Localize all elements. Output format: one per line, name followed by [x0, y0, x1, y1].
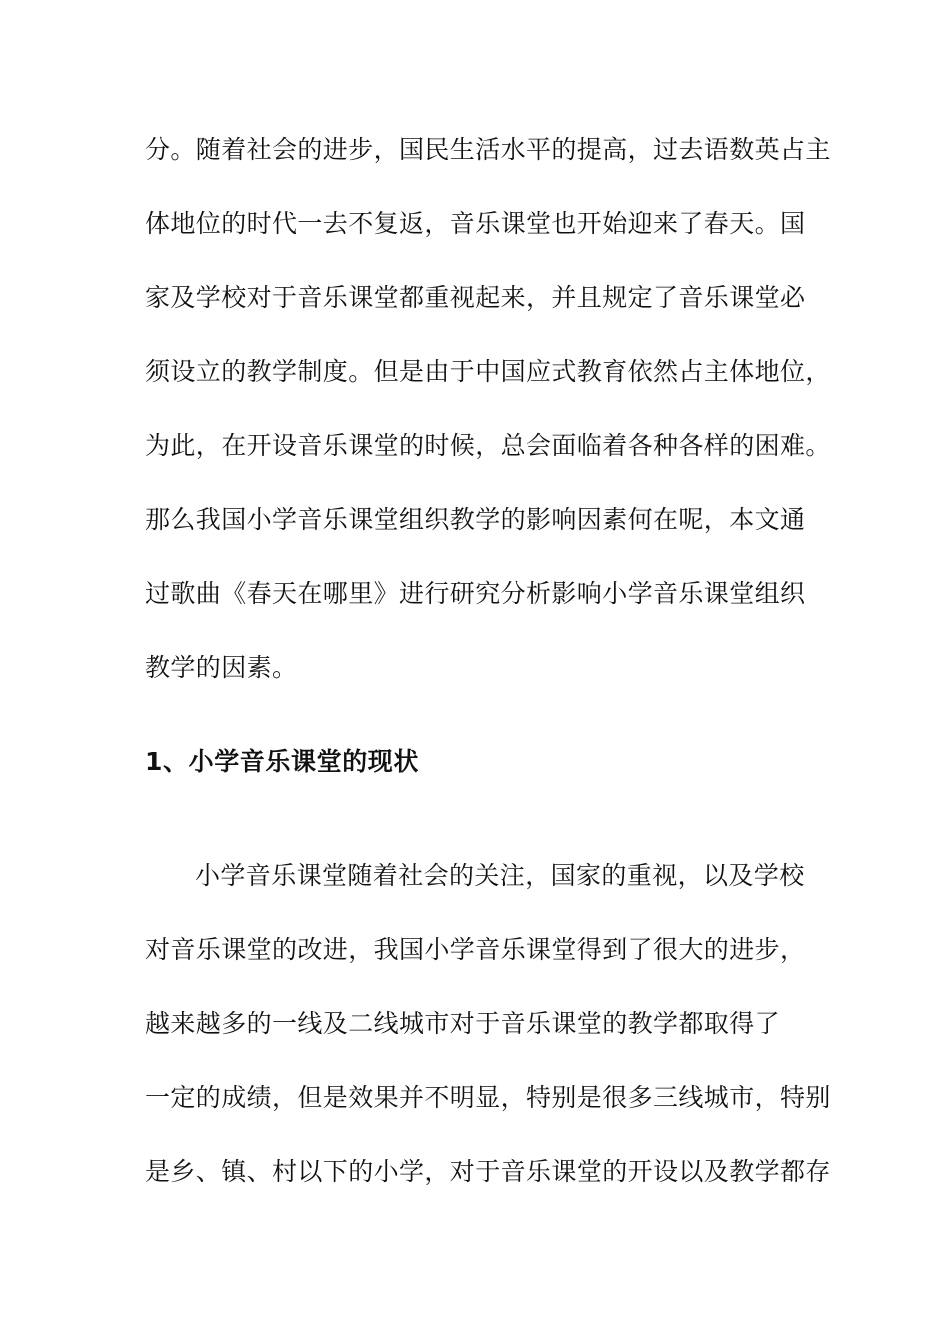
paragraph-2-line-3: 越来越多的一线及二线城市对于音乐课堂的教学都取得了: [145, 1009, 781, 1038]
paragraph-1-line-7: 过歌曲《春天在哪里》进行研究分析影响小学音乐课堂组织: [145, 579, 806, 608]
paragraph-1-line-3: 家及学校对于音乐课堂都重视起来，并且规定了音乐课堂必: [145, 283, 806, 312]
paragraph-2-line-5: 是乡、镇、村以下的小学，对于音乐课堂的开设以及教学都存: [145, 1157, 831, 1186]
paragraph-1-line-5: 为此，在开设音乐课堂的时候，总会面临着各种各样的困难。: [145, 431, 831, 460]
paragraph-1-line-6: 那么我国小学音乐课堂组织教学的影响因素何在呢，本文通: [145, 505, 806, 534]
paragraph-2-line-1: 小学音乐课堂随着社会的关注，国家的重视，以及学校: [195, 861, 805, 890]
paragraph-2-line-2: 对音乐课堂的改进，我国小学音乐课堂得到了很大的进步，: [145, 935, 806, 964]
paragraph-1-line-1: 分。随着社会的进步，国民生活水平的提高，过去语数英占主: [145, 135, 831, 164]
paragraph-1-line-8: 教学的因素。: [145, 653, 298, 682]
paragraph-1-line-2: 体地位的时代一去不复返，音乐课堂也开始迎来了春天。国: [145, 209, 806, 238]
paragraph-2-line-4: 一定的成绩，但是效果并不明显，特别是很多三线城市，特别: [145, 1083, 831, 1112]
paragraph-1-line-4: 须设立的教学制度。但是由于中国应式教育依然占主体地位，: [145, 357, 831, 386]
section-heading: 1、小学音乐课堂的现状: [145, 747, 419, 776]
